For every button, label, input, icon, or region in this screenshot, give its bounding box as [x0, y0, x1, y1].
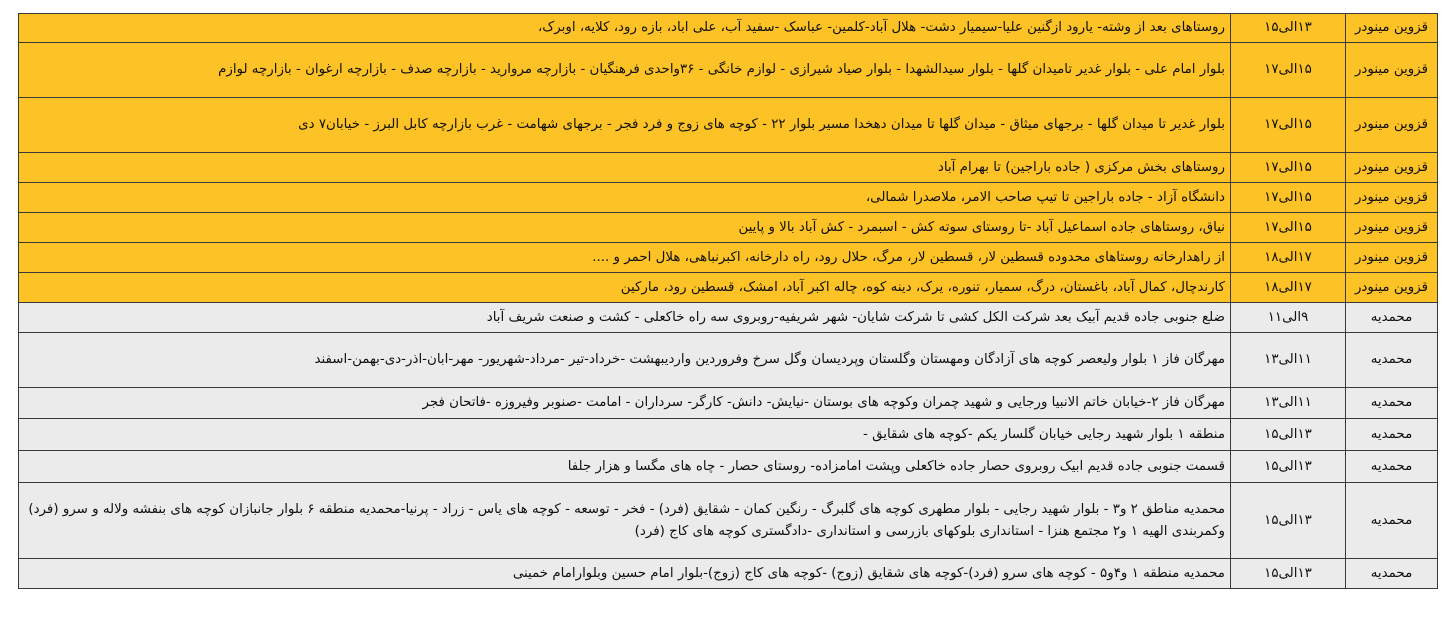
table-row — [19, 559, 1438, 589]
table-row — [19, 451, 1438, 483]
time-cell: ۹الی۱۱ — [1231, 303, 1346, 333]
region-cell: قزوین مینودر — [1346, 213, 1438, 243]
time-cell: ۱۱الی۱۳ — [1231, 388, 1346, 419]
table-row — [19, 419, 1438, 451]
time-cell: ۱۳الی۱۵ — [1231, 419, 1346, 451]
time-cell: ۱۳الی۱۵ — [1231, 483, 1346, 559]
region-cell: قزوین مینودر — [1346, 153, 1438, 183]
time-cell: ۱۷الی۱۸ — [1231, 243, 1346, 273]
time-cell: ۱۵الی۱۷ — [1231, 183, 1346, 213]
time-cell: ۱۵الی۱۷ — [1231, 43, 1346, 98]
time-cell: ۱۱الی۱۳ — [1231, 333, 1346, 388]
areas-cell: روستاهای بعد از وشته- یارود ازگنین علیا-سیمیار دشت- هلال آباد-کلمین- عباسک -سفید آب، علی اباد، بازه رود، کلایه، اوبرک، — [19, 14, 1231, 43]
areas-cell: قسمت جنوبی جاده قدیم ابیک روبروی حصار جاده خاکعلی وپشت امامزاده- روستای حصار - چاه های مگسا و هزار جلفا — [19, 451, 1231, 483]
region-cell: محمدیه — [1346, 559, 1438, 589]
table-row — [19, 483, 1438, 559]
table-row — [19, 43, 1438, 98]
region-cell: قزوین مینودر — [1346, 273, 1438, 303]
areas-cell: بلوار غدیر تا میدان گلها - برجهای میثاق - میدان گلها تا میدان دهخدا مسیر بلوار ۲۲ - کوچه های زوج و فرد فجر - برجهای شهامت - غرب بازارچه کابل البرز - خیابان۷ دی — [19, 98, 1231, 153]
areas-cell: نیاق، روستاهای جاده اسماعیل آباد -تا روستای سوته کش - اسبمرد - کش آباد بالا و پایین — [19, 213, 1231, 243]
region-cell: قزوین مینودر — [1346, 98, 1438, 153]
areas-cell: از راهدارخانه روستاهای محدوده قسطین لار، قسطین لار، مرگ، حلال رود، راه دارخانه، اکبرنباهی، هلال احمر و .... — [19, 243, 1231, 273]
region-cell: قزوین مینودر — [1346, 243, 1438, 273]
region-cell: محمدیه — [1346, 333, 1438, 388]
region-cell: محمدیه — [1346, 451, 1438, 483]
areas-cell: منطقه ۱ بلوار شهید رجایی خیابان گلسار یکم -کوچه های شقایق - — [19, 419, 1231, 451]
time-cell: ۱۵الی۱۷ — [1231, 98, 1346, 153]
areas-cell: مهرگان فاز ۲-خیابان خاتم الانبیا ورجایی و شهید چمران وکوچه های بوستان -نیایش- دانش- کارگر- سرداران - امامت -صنوبر وفیروزه -فاتحان فجر — [19, 388, 1231, 419]
outage-schedule-table — [18, 13, 1438, 589]
time-cell: ۱۳الی۱۵ — [1231, 559, 1346, 589]
table-row — [19, 153, 1438, 183]
table-row — [19, 303, 1438, 333]
table-row — [19, 388, 1438, 419]
region-cell: قزوین مینودر — [1346, 183, 1438, 213]
table-row — [19, 333, 1438, 388]
areas-cell: محمدیه مناطق ۲ و۳ - بلوار شهید رجایی - بلوار مطهری کوچه های گلبرگ - رنگین کمان - شقایق (فرد) - فخر - توسعه - کوچه های یاس - زراد - پرنیا-محمدیه منطقه ۶ بلوار جانبازان کوچه های بنفشه ولاله و سرو (فرد) وکمربندی الهیه ۱ و۲ مجتمع هنزا - استانداری بلوکهای بازرسی و استانداری -دادگستری کوچه های کاج (فرد) — [19, 483, 1231, 559]
areas-cell: مهرگان فاز ۱ بلوار ولیعصر کوچه های آزادگان ومهستان وگلستان وپردیسان وگل سرخ وفروردین واردیبهشت -خرداد-تیر -مرداد-شهریور- مهر-ابان-اذر-دی-بهمن-اسفند — [19, 333, 1231, 388]
areas-cell: دانشگاه آزاد - جاده باراجین تا تیپ صاحب الامر، ملاصدرا شمالی، — [19, 183, 1231, 213]
region-cell: قزوین مینودر — [1346, 14, 1438, 43]
areas-cell: محمدیه منطقه ۱ و۴و۵ - کوچه های سرو (فرد)-کوچه های شقایق (زوج) -کوچه های کاج (زوج)-بلوار امام حسین وبلوارامام خمینی — [19, 559, 1231, 589]
areas-cell: روستاهای بخش مرکزی ( جاده باراجین) تا بهرام آباد — [19, 153, 1231, 183]
areas-cell: کارندچال، کمال آباد، باغستان، درگ، سمیار، تنوره، یرک، دینه کوه، چاله اکبر آباد، امشک، قسطین رود، مارکین — [19, 273, 1231, 303]
time-cell: ۱۷الی۱۸ — [1231, 273, 1346, 303]
time-cell: ۱۳الی۱۵ — [1231, 14, 1346, 43]
table-row — [19, 243, 1438, 273]
region-cell: محمدیه — [1346, 303, 1438, 333]
table-row — [19, 14, 1438, 43]
table-row — [19, 183, 1438, 213]
region-cell: قزوین مینودر — [1346, 43, 1438, 98]
time-cell: ۱۳الی۱۵ — [1231, 451, 1346, 483]
areas-cell: بلوار امام علی - بلوار غدیر تامیدان گلها - بلوار سیدالشهدا - بلوار صیاد شیرازی - لوازم خانگی - ۳۶واحدی فرهنگیان - بازارچه مرواريد - بازارچه صدف - بازارچه ارغوان - بازارچه لوازم — [19, 43, 1231, 98]
time-cell: ۱۵الی۱۷ — [1231, 213, 1346, 243]
table-row — [19, 273, 1438, 303]
table-row — [19, 213, 1438, 243]
region-cell: محمدیه — [1346, 388, 1438, 419]
region-cell: محمدیه — [1346, 483, 1438, 559]
region-cell: محمدیه — [1346, 419, 1438, 451]
table-row — [19, 98, 1438, 153]
areas-cell: ضلع جنوبی جاده قدیم آبیک بعد شرکت الکل کشی تا شرکت شایان- شهر شریفیه-روبروی سه راه خاکعلی - کشت و صنعت شریف آباد — [19, 303, 1231, 333]
time-cell: ۱۵الی۱۷ — [1231, 153, 1346, 183]
